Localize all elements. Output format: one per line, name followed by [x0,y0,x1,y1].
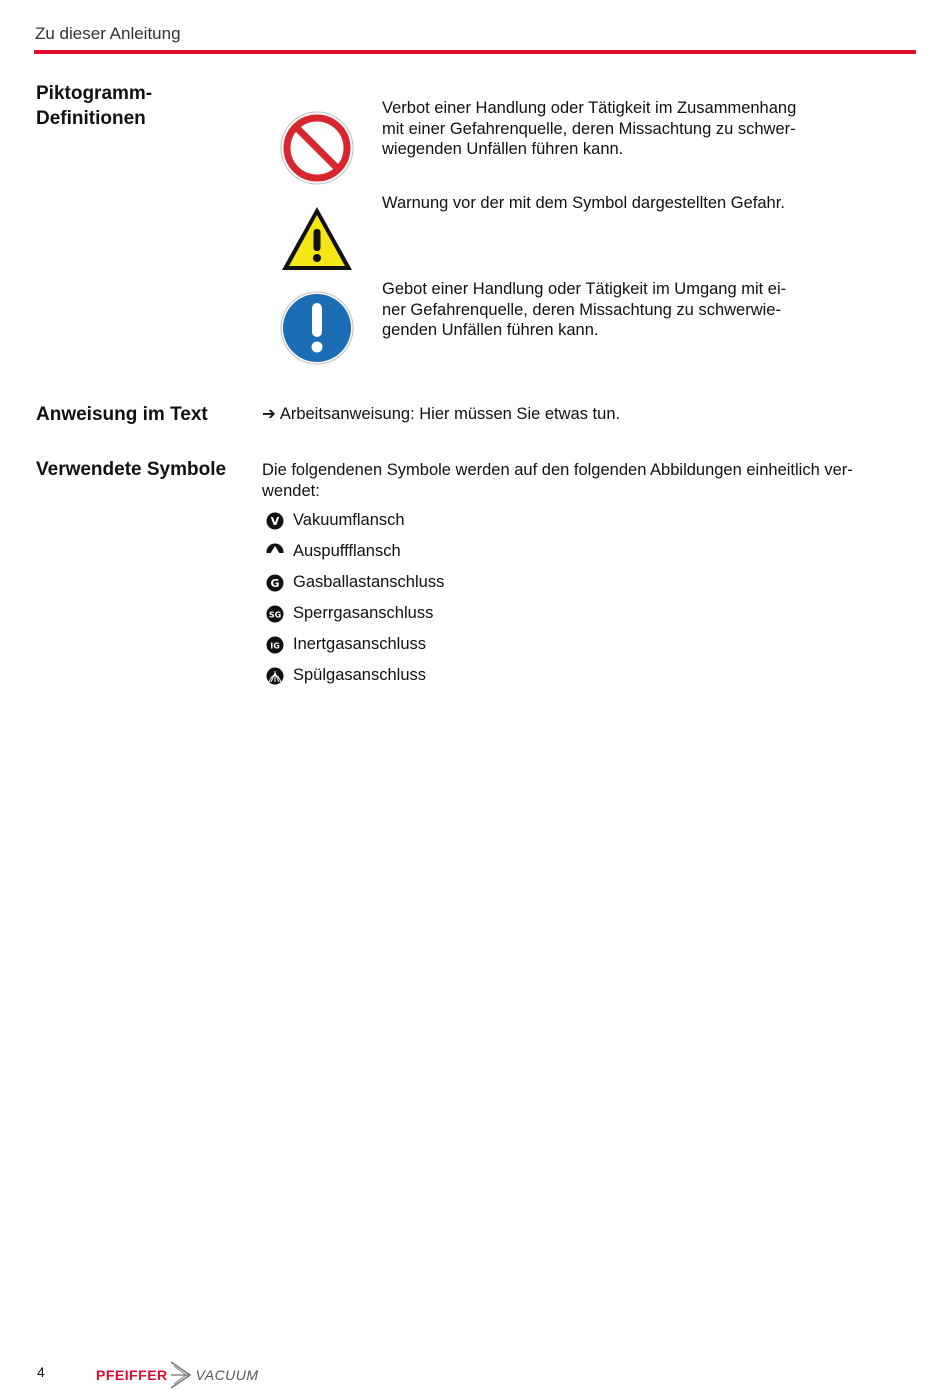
brand-name-vacuum: VACUUM [195,1367,259,1383]
prohibition-sign-icon [280,111,354,185]
svg-text:G: G [270,577,280,590]
symbol-list-item [266,603,434,625]
sealing-gas-icon [266,605,284,623]
brand-logo [96,1360,259,1390]
mandatory-sign-icon [280,291,354,365]
instruction-example [262,404,620,424]
section-heading-anweisung: Anweisung im Text [36,404,208,425]
symbol-label-inertgas: Inertgasanschluss [293,635,426,653]
svg-text:V: V [270,515,280,528]
symbol-list-item [266,634,426,656]
instruction-text: Arbeitsanweisung: Hier müssen Sie etwas tun. [279,405,621,423]
symbol-label-auspuffflansch: Auspuffflansch [293,542,401,560]
symbol-label-gasballast: Gasballastanschluss [293,573,445,591]
section-heading-piktogramm: Piktogramm- Definitionen [36,83,153,129]
pictogram-text-warning: Warnung vor der mit dem Symbol dargestellten Gefahr. [382,194,785,212]
svg-text:SG: SG [268,610,282,620]
arrow-right-icon: ➔ [262,405,276,423]
page-number: 4 [37,1364,45,1380]
warning-sign-icon [280,205,354,273]
symbol-label-spuelgas: Spülgasanschluss [293,666,426,684]
inert-gas-icon [266,636,284,654]
symbols-intro-text: Die folgendenen Symbole werden auf den folgenden Abbildungen einheitlich ver- wendet: [262,461,853,500]
svg-text:IG: IG [270,641,280,651]
header-divider [34,50,916,54]
page-header-title: Zu dieser Anleitung [35,24,181,43]
symbol-label-vakuumflansch: Vakuumflansch [293,511,405,529]
brand-name-pfeiffer: PFEIFFER [96,1367,168,1383]
pictogram-text-mandatory: Gebot einer Handlung oder Tätigkeit im Umgang mit ei- ner Gefahrenquelle, deren Missachtung zu schwerwie- genden Unfällen führen kann. [382,280,787,339]
symbol-label-sperrgas: Sperrgasanschluss [293,604,434,622]
vacuum-flange-icon [266,512,284,530]
pfeiffer-logo-icon [170,1360,192,1390]
purge-gas-icon [266,667,284,685]
section-heading-symbole: Verwendete Symbole [36,459,227,480]
symbol-list-item [266,541,401,563]
symbol-list-item [266,510,405,532]
gas-ballast-icon [266,574,284,592]
symbol-list-item [266,572,445,594]
exhaust-flange-icon [266,543,284,561]
pictogram-text-prohibition: Verbot einer Handlung oder Tätigkeit im Zusammenhang mit einer Gefahrenquelle, deren Missachtung zu schwer- wiegenden Unfällen führen kann. [382,99,797,158]
symbol-list-item [266,665,426,687]
